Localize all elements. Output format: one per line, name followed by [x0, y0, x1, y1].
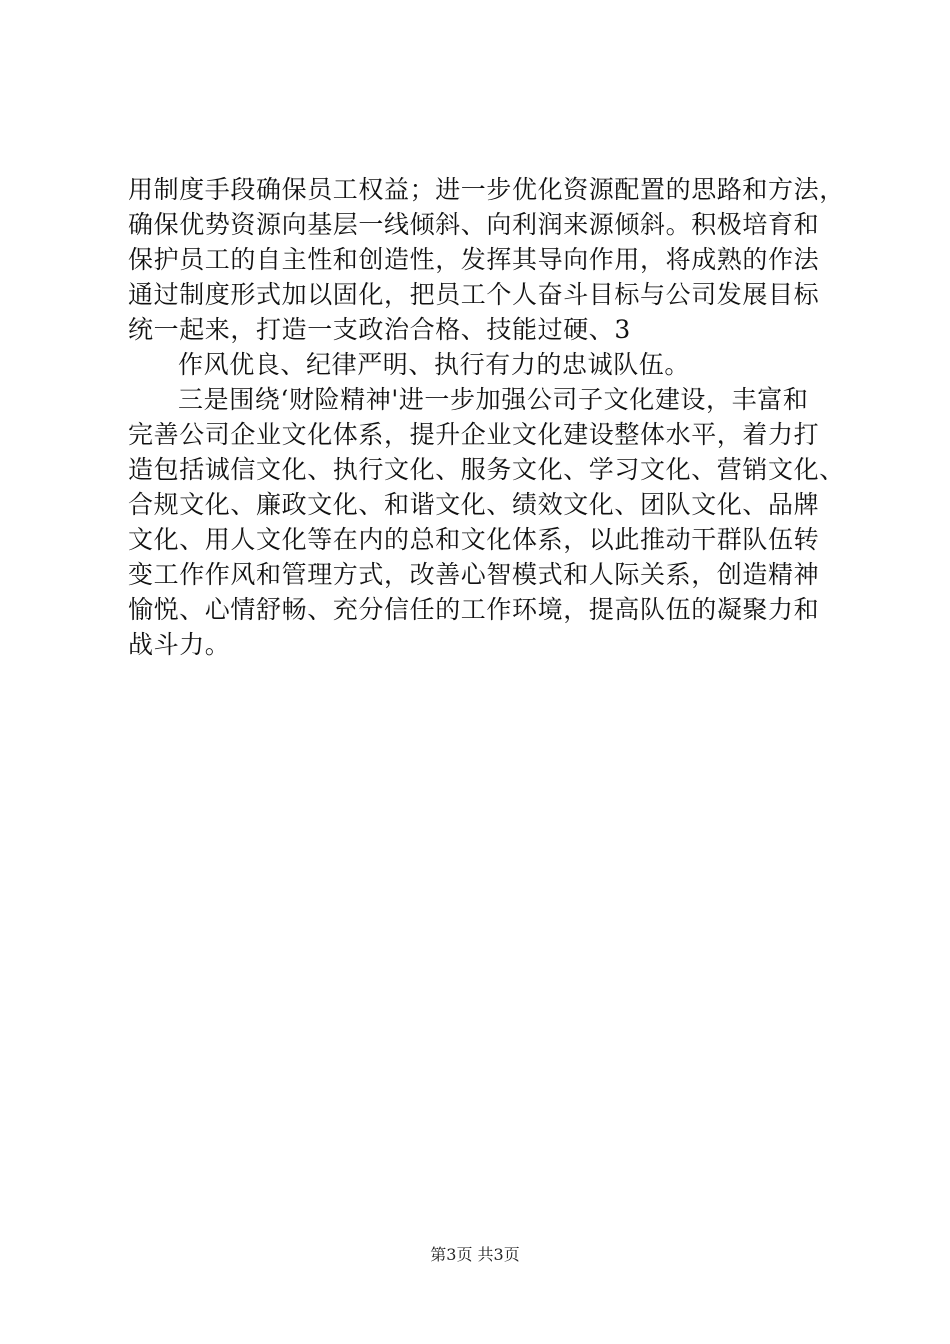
body-line: 变工作作风和管理方式，改善心智模式和人际关系，创造精神 [128, 560, 820, 589]
body-line: 完善公司企业文化体系，提升企业文化建设整体水平，着力打 [128, 420, 820, 449]
body-line: 保护员工的自主性和创造性，发挥其导向作用，将成熟的作法 [128, 245, 820, 274]
body-line: 通过制度形式加以固化，把员工个人奋斗目标与公司发展目标 [128, 280, 820, 309]
body-line: 文化、用人文化等在内的总和文化体系，以此推动干群队伍转 [128, 525, 820, 554]
paragraph-start-line: 三是围绕‘财险精神'进一步加强公司子文化建设，丰富和 [178, 385, 809, 414]
body-line: 统一起来，打造一支政治合格、技能过硬、3 [128, 315, 631, 344]
body-line: 愉悦、心情舒畅、充分信任的工作环境，提高队伍的凝聚力和 [128, 595, 820, 624]
body-line: 作风优良、纪律严明、执行有力的忠诚队伍。 [178, 350, 691, 379]
document-body [128, 172, 845, 662]
body-line: 用制度手段确保员工权益；进一步优化资源配置的思路和方法， [128, 175, 845, 204]
page-number-footer: 第3页 共3页 [430, 1245, 520, 1264]
body-line: 合规文化、廉政文化、和谐文化、绩效文化、团队文化、品牌 [128, 490, 820, 519]
body-line: 确保优势资源向基层一线倾斜、向利润来源倾斜。积极培育和 [128, 210, 820, 239]
body-line: 造包括诚信文化、执行文化、服务文化、学习文化、营销文化、 [128, 455, 845, 484]
body-line: 战斗力。 [128, 630, 231, 659]
